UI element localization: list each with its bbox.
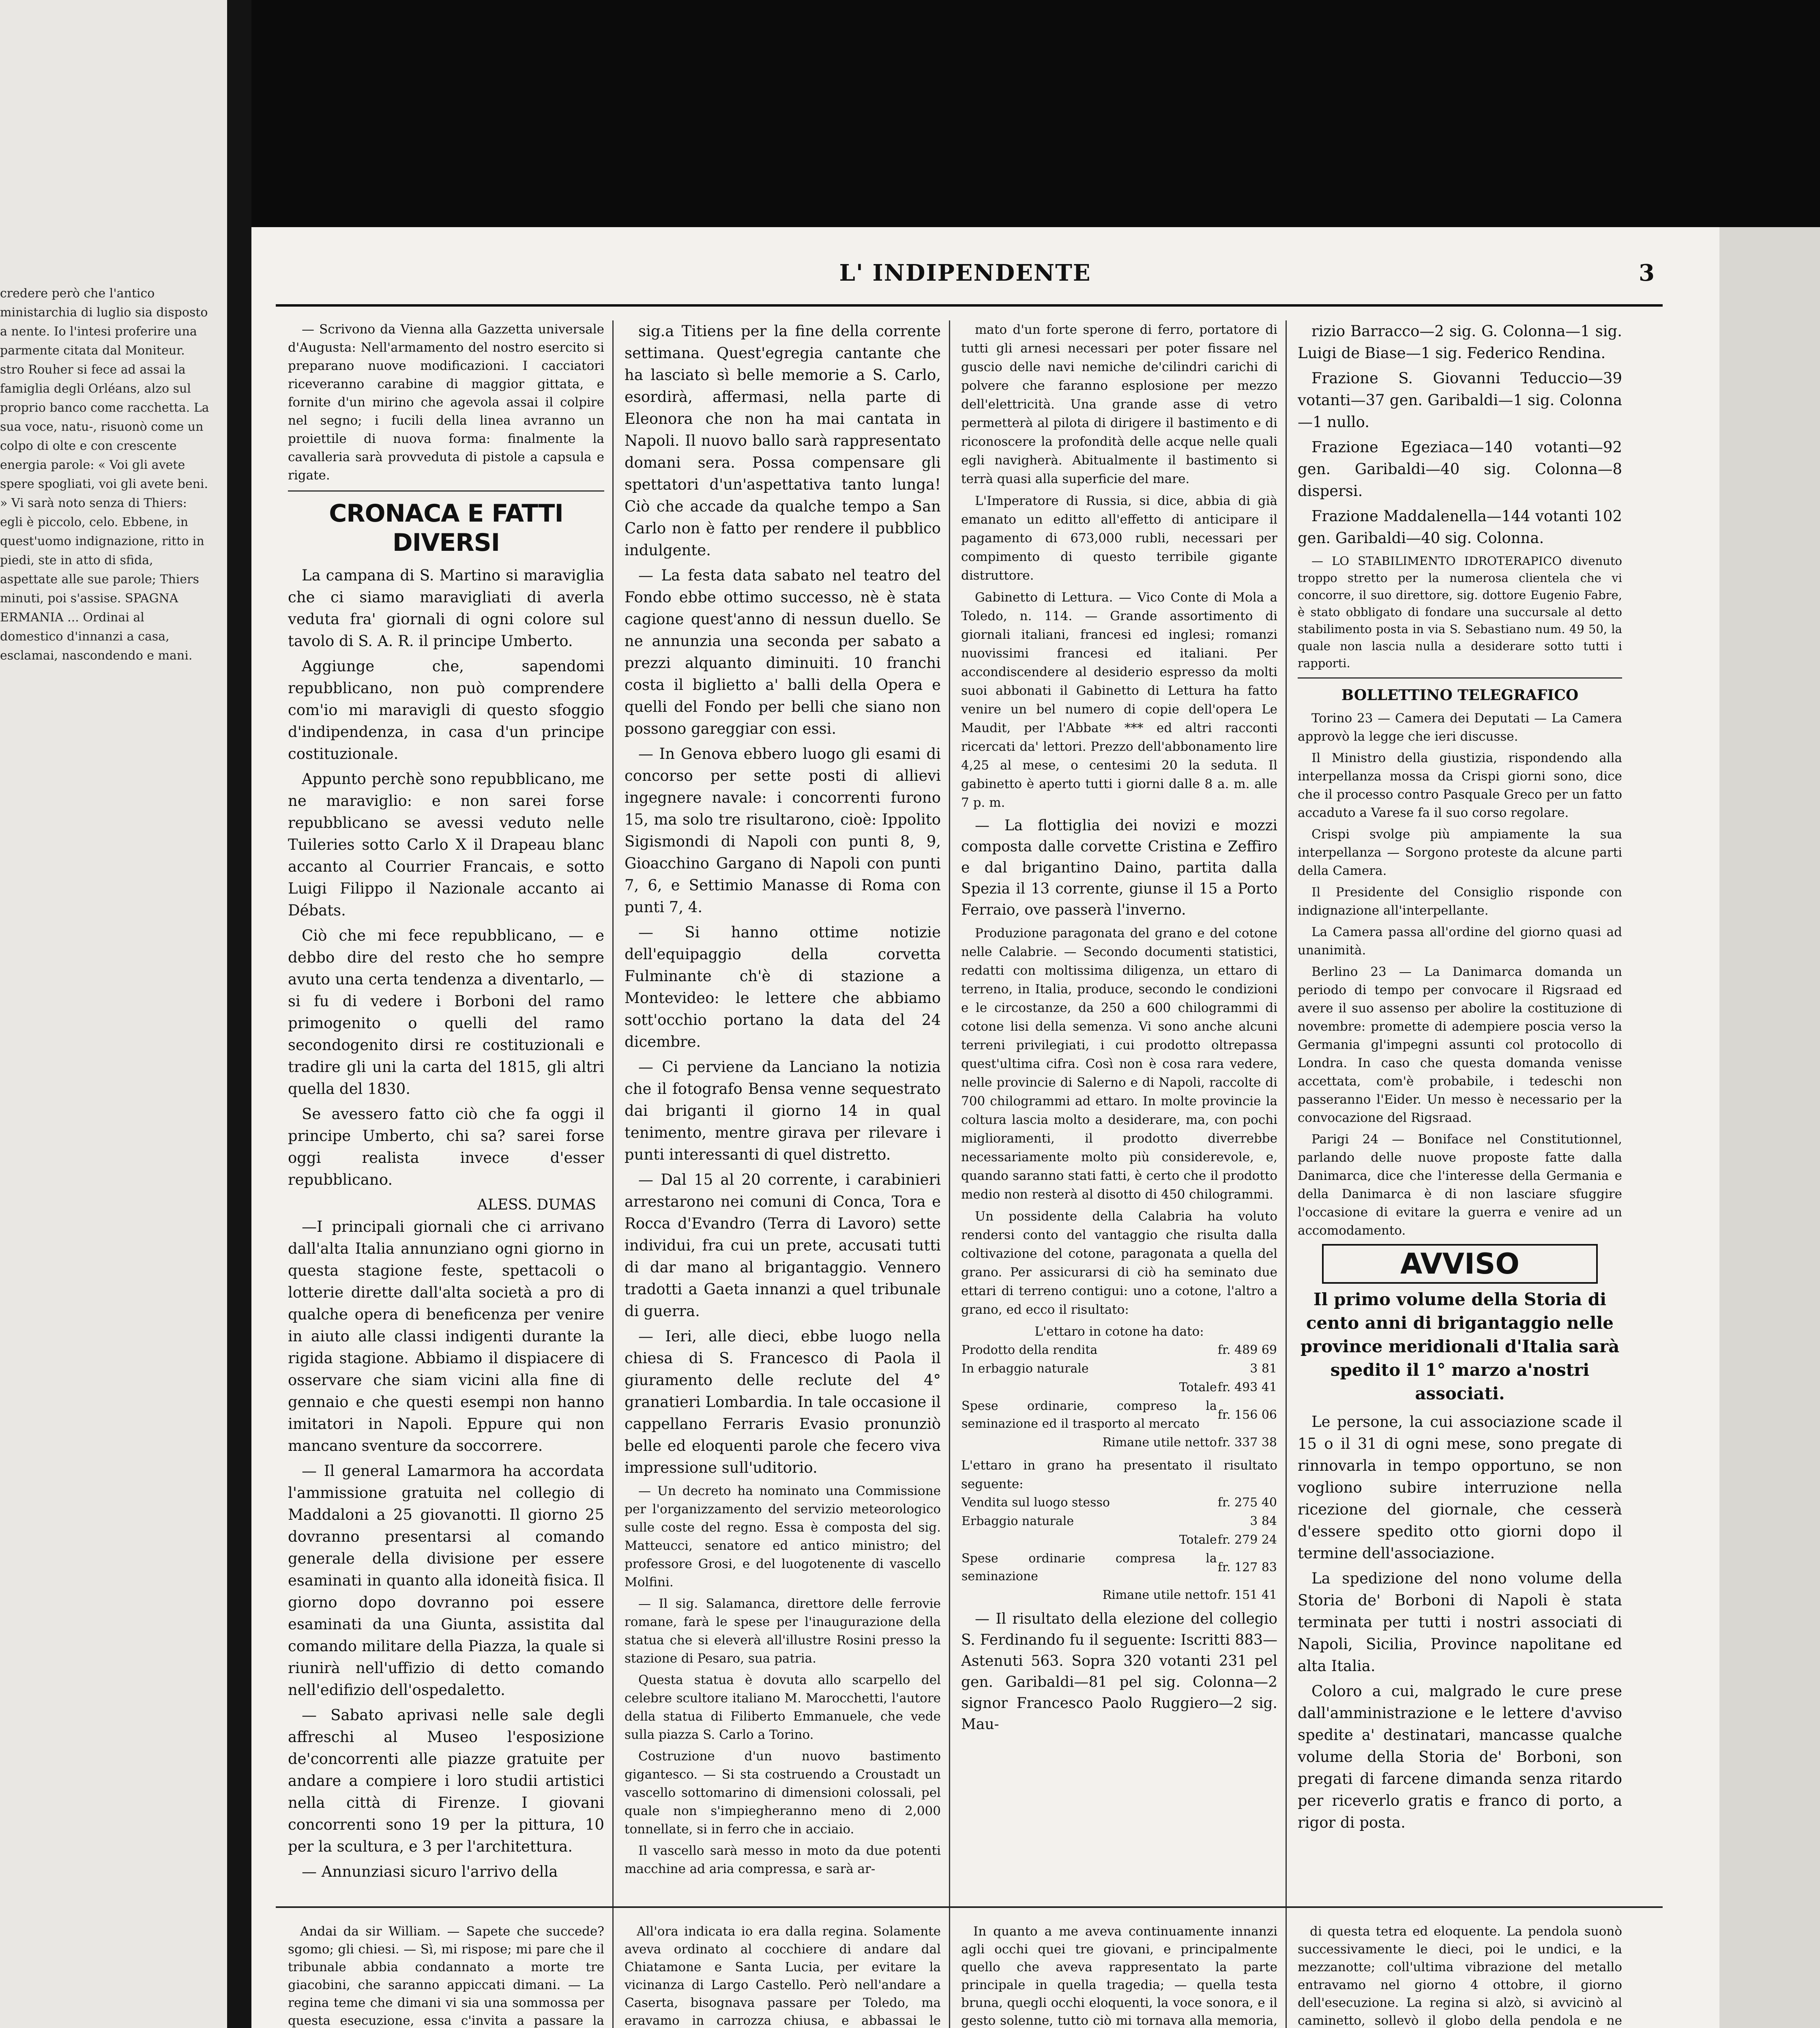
feuilleton-rule	[276, 1906, 1663, 1908]
table-row	[961, 1549, 1277, 1586]
article-paragraph: Crispi svolge più ampiamente la sua interpellanza — Sorgono proteste da alcune parti della Camera.	[1298, 827, 1622, 878]
article-paragraph: —I principali giornali che ci arrivano dall'alta Italia annunziano ogni giorno in questa stagione feste, spettacoli o lotterie dirette dall'alta società a pro di qualche opera di beneficenza per venire in aiuto alle classi indigenti durante la rigida stagione. Abbiamo il dispiacere di osservare che siam vicini alla fine di gennaio e che questi esempi non hanno imitatori in Napoli. Eppure qui non mancano sventure da soccorrere.	[288, 1218, 604, 1454]
column-rule	[612, 320, 614, 2028]
table-label: Spese ordinarie, compreso la seminazione ed il trasporto al mercato	[962, 1399, 1217, 1431]
telegraph-bulletin	[1298, 709, 1622, 1240]
table-value: fr. 151 41	[1217, 1588, 1277, 1602]
column-4	[1298, 320, 1622, 1902]
article-paragraph: Gabinetto di Lettura. — Vico Conte di Mola a Toledo, n. 114. — Grande assortimento di giornali italiani, francesi ed inglesi; romanzi nuovissimi francesi ed italiani. Per accondiscendere al desiderio espresso da molti suoi abbonati il Gabinetto di Lettura ha fatto venire un bel numero di copie dell'opera Le Maudit, per l'Abbate *** ed altri racconti ricercati da' lettori. Prezzo dell'abbonamento lire 4,25 al mese, o centesimi 20 la seduta. Il gabinetto è aperto tutti i giorni dalle 8 a. m. alle 7 p. m.	[961, 590, 1277, 810]
article-paragraph: — Annunziasi sicuro l'arrivo della	[302, 1863, 558, 1880]
column-3	[961, 320, 1277, 1902]
article-paragraph: — Ieri, alle dieci, ebbe luogo nella chiesa di S. Francesco di Paola il giuramento delle reclute del 4° granatieri Lombardia. In tale occasione il cappellano Ferraris Evasio pronunziò belle ed eloquenti parole che fecero viva impressione sull'uditorio.	[625, 1328, 941, 1476]
column-1	[288, 320, 604, 1902]
table-label: Prodotto della rendita	[962, 1343, 1098, 1357]
table-value: fr. 493 41	[1217, 1380, 1277, 1394]
article-paragraph: — La flottiglia dei novizi e mozzi composta dalle corvette Cristina e Zeffiro e dal brigantino Daino, partita dalla Spezia il 13 corrente, giunse il 15 a Porto Ferraio, ove passerà l'inverno.	[961, 817, 1277, 918]
page-number: 3	[1639, 260, 1655, 286]
table-label: Rimane utile netto	[1102, 1588, 1217, 1602]
cotton-figures-table	[961, 1341, 1277, 1452]
header-rule	[276, 304, 1663, 307]
article-paragraph: Appunto perchè sono repubblicano, me ne maraviglio: e non sarei forse repubblicano se avessi veduto nelle Tuileries sotto Carlo X il Drapeau blanc accanto al Courrier Francais, e sotto Luigi Filippo il Nazionale accanto ai Débats.	[288, 770, 604, 919]
table-row	[961, 1493, 1277, 1512]
section-headline: CRONACA E FATTI DIVERSI	[329, 499, 563, 557]
page-header	[276, 260, 1655, 304]
feuilleton-column-3	[961, 1923, 1277, 2028]
table-row	[961, 1378, 1277, 1397]
table-label: In erbaggio naturale	[962, 1362, 1089, 1376]
article-paragraph: — Un decreto ha nominato una Commissione per l'organizzamento del servizio meteorologico sulle coste del regno. Essa è composta del sig. Matteucci, senatore ed antico ministro; del professore Grosi, e del luogotenente di vascello Molfini.	[625, 1484, 941, 1590]
table-label: Vendita sul luogo stesso	[962, 1495, 1110, 1510]
article-paragraph: Un possidente della Calabria ha voluto rendersi conto del vantaggio che risulta dalla coltivazione del cotone, paragonata a quella del grano. Per assicurarsi di ciò ha seminato due ettari di terreno contigui: uno a cotone, l'altro a grano, ed ecco il risultato:	[961, 1209, 1277, 1317]
article-paragraph: Costruzione d'un nuovo bastimento gigantesco. — Si sta costruendo a Croustadt un vascello sottomarino di dimensioni colossali, pel quale non s'impiegheranno meno di 2,000 tonnellate, si in ferro che in acciaio.	[625, 1749, 941, 1837]
table-value: fr. 279 24	[1217, 1533, 1277, 1547]
article-paragraph: — LO STABILIMENTO IDROTERAPICO divenuto troppo stretto per la numerosa clientela che vi concorre, il suo direttore, sig. dottore Eugenio Fabre, è stato obbligato di fondare una succursale al detto stabilimento posta in via S. Sebastiano num. 49 50, la quale non lascia nulla a desiderare sotto tutti i rapporti.	[1298, 554, 1622, 670]
table-value: fr. 127 83	[1217, 1560, 1277, 1575]
article-paragraph: Torino 23 — Camera dei Deputati — La Camera approvò la legge che ieri discusse.	[1298, 711, 1622, 744]
article-paragraph: — Il risultato della elezione del collegio S. Ferdinando fu il seguente: Iscritti 883—Astenuti 563. Sopra 320 votanti 231 pel gen. Garibaldi—81 pel sig. Colonna—2 signor Francesco Paolo Ruggiero—2 sig. Mau-	[961, 1611, 1277, 1733]
table-row	[961, 1531, 1277, 1549]
vienna-news: — Scrivono da Vienna alla Gazzetta universale d'Augusta: Nell'armamento del nostro esercito si preparano nuove modificazioni. I cacciatori riceveranno carabine di maggior gittata, e fornite d'un mirino che agevola assai il colpire nel segno; i fucili della linea avranno un proiettile di nuova forma: finalmente la cavalleria sarà provveduta di pistole a capsula e rigate.	[288, 322, 604, 483]
article-paragraph: La Camera passa all'ordine del giorno quasi ad unanimità.	[1298, 925, 1622, 958]
column-rule	[949, 320, 950, 2028]
adjacent-page-text: credere però che l'antico ministarchia di luglio sia disposto a nente. Io l'intesi proferire una parmente citata dal Moniteur. stro Rouher si fece ad assai la famiglia degli Orléans, alzo sul proprio banco come racchetta. La sua voce, natu-, risuonò come un colpo di olte e con crescente energia parole: « Voi gli avete spere spogliati, voi gli avete beni. » Vi sarà noto senza di Thiers: egli è piccolo, celo. Ebbene, in quest'uomo indignazione, ritto in piedi, ste in atto di sfida, aspettate alle sue parole; Thiers minuti, poi s'assise. SPAGNA ERMANIA ... Ordinai al domestico d'innanzi a casa, esclamai, nascondendo e mani.	[0, 286, 209, 663]
story-paragraph: All'ora indicata io era dalla regina. Solamente aveva ordinato al cocchiere di andare dal Chiatamone e Santa Lucia, per evitare la vicinanza di Largo Castello. Però nell'andare a Caserta, bisognava passare per Toledo, ma eravamo in carrozza chiusa, e abbassai le	[625, 1924, 941, 2028]
notice-subtitle: Il primo volume della Storia di cento anni di brigantaggio nelle province meridionali d'Italia sarà spedito il 1° marzo a'nostri associati.	[1300, 1289, 1620, 1403]
article-paragraph: Coloro a cui, malgrado le cure prese dall'amministrazione e le lettere d'avviso spedite a' destinatari, mancasse qualche volume della Storia de' Borboni, son pregati di farcene dimanda senza ritardo per riceverlo gratis e franco di porto, a rigor di posta.	[1298, 1682, 1622, 1831]
article-paragraph: Se avessero fatto ciò che fa oggi il principe Umberto, chi sa? sarei forse oggi realista invece d'esser repubblicano.	[288, 1105, 604, 1188]
table-row	[961, 1397, 1277, 1433]
article-paragraph: La campana di S. Martino si maraviglia che ci siamo maravigliati di averla veduta fra' giornali di ogni colore sul tavolo di S. A. R. il principe Umberto.	[288, 567, 604, 650]
column-rule	[1286, 320, 1287, 2028]
article-paragraph: — Si hanno ottime notizie dell'equipaggio della corvetta Fulminante ch'è di stazione a Montevideo: le lettere che abbiamo sott'occhio portano la data del 24 dicembre.	[625, 924, 941, 1051]
newspaper-title: L' INDIPENDENTE	[839, 260, 1091, 286]
table-title: L'ettaro in cotone ha dato:	[1034, 1324, 1204, 1339]
article-paragraph: — In Genova ebbero luogo gli esami di concorso per sette posti di allievi ingegnere navale: i concorrenti furono 15, ma solo tre risultarono, cioè: Ippolito Sigismondi di Napoli con punti 8, 9, Gioacchino Gargano di Napoli con punti 7, 6, e Settimio Manasse di Roma con punti 7, 4.	[625, 745, 941, 916]
table-value: 3 81	[1250, 1362, 1277, 1376]
table-row	[961, 1341, 1277, 1360]
article-paragraph: La spedizione del nono volume della Storia de' Borboni di Napoli è stata terminata per tutti i nostri associati di Napoli, Sicilia, Province napolitane ed alta Italia.	[1298, 1570, 1622, 1675]
feuilleton-column-2	[625, 1923, 941, 2028]
article-paragraph: mato d'un forte sperone di ferro, portatore di tutti gli arnesi necessari per poter fissare nel guscio delle navi nemiche de'cilindri carichi di polvere che faranno esplosione per mezzo dell'elettricità. Una grande asse di vetro permetterà al pilota di dirigere il bastimento e di riconoscere la profondità delle acque nelle quali egli navigherà. Abitualmente il bastimento si terrà quasi alla superficie del mare.	[961, 322, 1277, 486]
table-label: Totale	[1179, 1533, 1217, 1547]
table-row	[961, 1433, 1277, 1452]
article-paragraph: Parigi 24 — Boniface nel Constitutionnel, parlando delle nuove proposte fatte dalla Danimarca, dice che l'interesse della Germania e della Danimarca è di non lasciare sfuggire l'occasione di evitare la guerra e venire ad un accomodamento.	[1298, 1132, 1622, 1238]
adjacent-page-fragment	[0, 0, 227, 2028]
scan-gutter	[227, 0, 251, 2028]
table-value: fr. 489 69	[1217, 1343, 1277, 1357]
article-paragraph: Il vascello sarà messo in moto da due potenti macchine ad aria compressa, e sarà ar-	[625, 1843, 941, 1876]
story-paragraph: di questa tetra ed eloquente. La pendola suonò successivamente le dieci, poi le undici, e la mezzanotte; coll'ultima vibrazione del metallo entravamo nel giorno 4 ottobre, il giorno dell'esecuzione. La regina si alzò, si avvicinò al caminetto, sollevò il globo della pendola e ne	[1298, 1924, 1622, 2028]
table-row	[961, 1586, 1277, 1605]
table-title: L'ettaro in grano ha presentato il risultato seguente:	[961, 1458, 1277, 1491]
table-label: Erbaggio naturale	[962, 1514, 1074, 1528]
article-paragraph: — Sabato aprivasi nelle sale degli affreschi al Museo l'esposizione de'concorrenti alle piazze gratuite per andare a compiere i loro studii artistici nella città di Firenze. I giovani concorrenti sono 19 per la pittura, 10 per la scultura, e 3 per l'architettura.	[288, 1706, 604, 1855]
table-value: fr. 156 06	[1217, 1408, 1277, 1422]
article-paragraph: — La festa data sabato nel teatro del Fondo ebbe ottimo successo, nè è stata cagione quest'anno di nessun duello. Se ne annunzia una seconda per sabato a prezzi alquanto diminuiti. 10 franchi costa il biglietto a' balli della Opera e quelli del Fondo per belli che siano non possono gareggiar con essi.	[625, 567, 941, 737]
article-paragraph: Il Presidente del Consiglio risponde con indignazione all'interpellante.	[1298, 885, 1622, 918]
article-paragraph: Le persone, la cui associazione scade il 15 o il 31 di ogni mese, sono pregate di rinnovarla in tempo opportuno, se non vogliono subire interruzione nella ricezione del giornale, che cesserà d'essere spedito otto giorni dopo il termine dell'associazione.	[1298, 1413, 1622, 1562]
article-paragraph: Questa statua è dovuta allo scarpello del celebre scultore italiano M. Marocchetti, l'autore della statua di Filiberto Emmanuele, che vede sulla piazza S. Carlo a Torino.	[625, 1673, 941, 1742]
article-paragraph: L'Imperatore di Russia, si dice, abbia di già emanato un editto all'effetto di anticipare il pagamento di 673,000 rubli, necessari per compimento di questo terribile gigante distruttore.	[961, 494, 1277, 583]
bulletin-title: BOLLETTINO TELEGRAFICO	[1341, 687, 1579, 704]
article-paragraph: Frazione Egeziaca—140 votanti—92 gen. Garibaldi—40 sig. Colonna—8 dispersi.	[1298, 438, 1622, 500]
article-paragraph: Frazione S. Giovanni Teduccio—39 votanti—37 gen. Garibaldi—1 sig. Colonna—1 nullo.	[1298, 370, 1622, 431]
grain-figures-table	[961, 1493, 1277, 1605]
feuilleton-column-1	[288, 1923, 604, 2028]
notice-title: AVVISO	[1322, 1244, 1598, 1284]
table-row	[961, 1360, 1277, 1378]
feuilleton-column-4	[1298, 1923, 1622, 2028]
article-paragraph: Produzione paragonata del grano e del cotone nelle Calabrie. — Secondo documenti statistici, redatti con moltissima diligenza, un ettaro di terreno, in Italia, produce, secondo le condizioni e le circostanze, da 250 a 600 chilogrammi di cotone lisi della semenza. Vi sono anche alcuni terreni privilegiati, i cui prodotto oltrepassa quest'ultima cifra. Così non è cosa rara vedere, nelle provincie di Salerno e di Napoli, raccolte di 700 chilogrammi ad ettaro. In molte provincie la coltura lascia molto a desiderare, ma, con pochi miglioramenti, il prodotto diverrebbe necessariamente molto più considerevole, e, quando saranno stati fatti, è certo che il prodotto medio non resterà al disotto di 450 chilogrammi.	[961, 926, 1277, 1202]
article-paragraph: Aggiunge che, sapendomi repubblicano, non può comprendere com'io mi maravigli di questo sfoggio d'indipendenza, in casa d'un principe costituzionale.	[288, 657, 604, 763]
table-label: Spese ordinarie compresa la seminazione	[962, 1551, 1217, 1583]
table-label: Totale	[1179, 1380, 1217, 1394]
newspaper-page	[251, 227, 1719, 2028]
column-2	[625, 320, 941, 1902]
article-paragraph: Il Ministro della giustizia, rispondendo alla interpellanza mossa da Crispi giorni sono, dice che il processo contro Pasquale Greco per un fatto accaduto a Varese fa il suo corso regolare.	[1298, 751, 1622, 820]
article-paragraph: — Dal 15 al 20 corrente, i carabinieri arrestarono nei comuni di Conca, Tora e Rocca d'Evandro (Terra di Lavoro) sette individui, fra cui un prete, accusati tutti di dar mano al brigantaggio. Vennero tradotti a Gaeta innanzi a quel tribunale di guerra.	[625, 1171, 941, 1320]
table-value: 3 84	[1250, 1514, 1277, 1528]
article-paragraph: — Ci perviene da Lanciano la notizia che il fotografo Bensa venne sequestrato dai briganti il giorno 14 in qual tenimento, mentre girava per rilevare i punti interessanti di quel distretto.	[625, 1058, 941, 1163]
article-paragraph: — Il sig. Salamanca, direttore delle ferrovie romane, farà le spese per l'inaugurazione della statua che si eleverà all'illustre Rosini presso la stazione di Pesaro, sua patria.	[625, 1596, 941, 1666]
author-signature: ALESS. DUMAS	[477, 1197, 596, 1213]
section-rule	[288, 490, 604, 492]
table-row	[961, 1512, 1277, 1531]
story-paragraph: In quanto a me aveva continuamente innanzi agli occhi quei tre giovani, e principalmente quello che aveva rappresentato la parte principale in quella tragedia; — quella testa bruna, quegli occhi eloquenti, la voce sonora, e il gesto solenne, tutto ciò mi tornava alla memoria,	[961, 1924, 1277, 2028]
article-paragraph: sig.a Titiens per la fine della corrente settimana. Quest'egregia cantante che ha lasciato sì belle memorie a S. Carlo, esordirà, affermasi, nella parte di Eleonora che non ha mai cantata in Napoli. Il nuovo ballo sarà rappresentato domani sera. Possa compensare gli spettatori d'un'aspettativa tanto lunga! Ciò che accade da qualche tempo a San Carlo non è fatto per rendere il pubblico indulgente.	[625, 322, 941, 559]
table-value: fr. 275 40	[1217, 1495, 1277, 1510]
article-paragraph: rizio Barracco—2 sig. G. Colonna—1 sig. Luigi de Biase—1 sig. Federico Rendina.	[1298, 322, 1622, 362]
table-value: fr. 337 38	[1217, 1435, 1277, 1450]
table-label: Rimane utile netto	[1102, 1435, 1217, 1450]
section-rule	[1298, 677, 1622, 679]
article-paragraph: Berlino 23 — La Danimarca domanda un periodo di tempo per convocare il Rigsraad ed avere il suo assenso per abolire la costituzione di novembre: promette di adempiere poscia verso la Germania gl'impegni assunti col protocollo di Londra. In caso che questa domanda venisse accettata, com'è probabile, i tedeschi non passeranno l'Eider. Un messo è necessario per la convocazione del Rigsraad.	[1298, 965, 1622, 1125]
story-paragraph: Andai da sir William. — Sapete che succede? sgomo; gli chiesi. — Sì, mi rispose; mi pare che il tribunale abbia condannato a morte tre giacobini, che saranno appiccati dimani. — La regina teme che dimani vi sia una sommossa per questa esecuzione, essa c'invita a passare la	[288, 1924, 604, 2028]
article-paragraph: Frazione Maddalenella—144 votanti 102 gen. Garibaldi—40 sig. Colonna.	[1298, 507, 1622, 547]
article-paragraph: Ciò che mi fece repubblicano, — e debbo dire del resto che ho sempre avuto una certa tendenza a diventarlo, — si fu di vedere i Borboni del ramo primogenito o quelli del ramo secondogenito dirsi re costituzionali e tradire gli uni la carta del 1815, gli altri quella del 1830.	[288, 927, 604, 1098]
article-paragraph: — Il general Lamarmora ha accordata l'ammissione gratuita nel collegio di Maddaloni a 25 giovanotti. Il giorno 25 dovranno presentarsi al comando generale della divisione per essere esaminati in quanto alla idoneità fisica. Il giorno dopo dovranno poi essere esaminati da una Giunta, assistita dal comando militare della Piazza, la quale si riunirà nell'uffizio di detto comando nell'edifizio dell'ospedaletto.	[288, 1462, 604, 1699]
next-page-edge	[1719, 227, 1820, 2028]
